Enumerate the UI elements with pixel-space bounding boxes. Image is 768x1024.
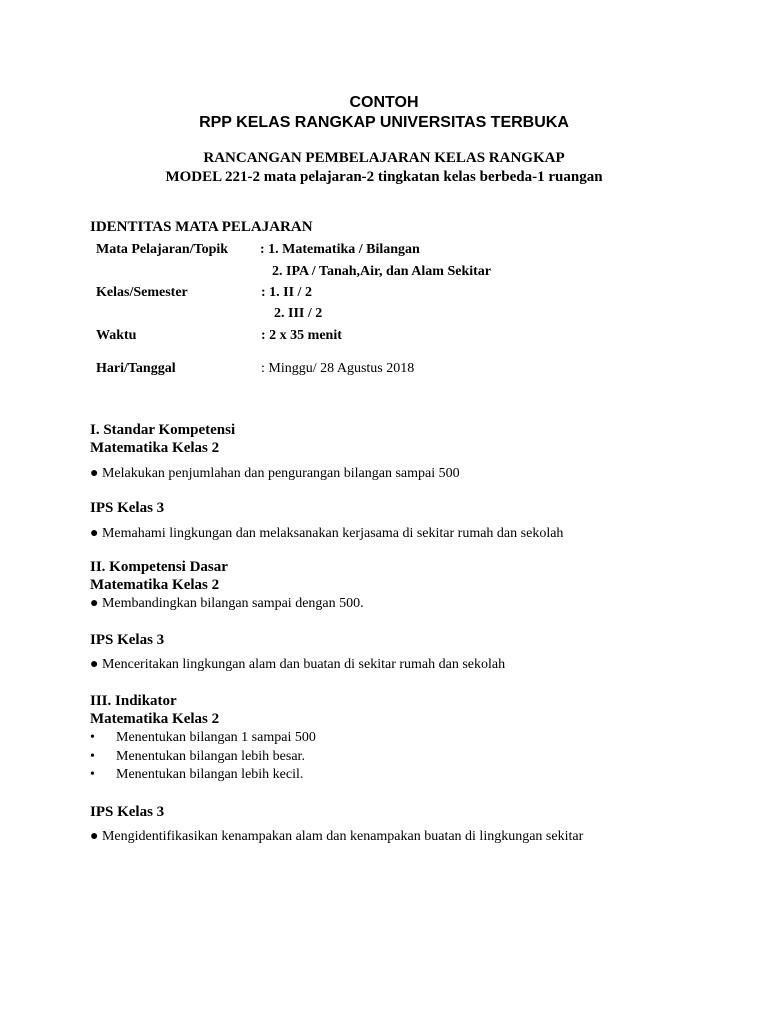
sk-heading: I. Standar Kompetensi	[90, 422, 236, 438]
identity-heading: IDENTITAS MATA PELAJARAN	[90, 219, 313, 235]
list-item-text: Menentukan bilangan lebih kecil.	[116, 767, 304, 782]
bullet-icon: •	[90, 730, 95, 745]
kd-ips-heading: IPS Kelas 3	[90, 632, 165, 648]
kd-ips-item: ● Menceritakan lingkungan alam dan buatan di sekitar rumah dan sekolah	[90, 657, 506, 672]
waktu-value: : 2 x 35 menit	[261, 328, 342, 343]
indikator-heading: III. Indikator	[90, 693, 177, 709]
list-item	[90, 749, 305, 765]
bullet-icon: •	[90, 749, 95, 764]
list-item-text: Menentukan bilangan 1 sampai 500	[116, 730, 316, 745]
indikator-ips-item: ● Mengidentifikasikan kenampakan alam dan kenampakan buatan di lingkungan sekitar	[90, 829, 584, 844]
doc-model: MODEL 221-2 mata pelajaran-2 tingkatan kelas berbeda-1 ruangan	[165, 169, 603, 185]
doc-subtitle: RANCANGAN PEMBELAJARAN KELAS RANGKAP	[203, 150, 565, 166]
kelas-value-1: : 1. II / 2	[261, 285, 312, 300]
mapel-label: Mata Pelajaran/Topik	[96, 242, 229, 257]
sk-ips-heading: IPS Kelas 3	[90, 500, 165, 516]
waktu-label: Waktu	[96, 328, 137, 343]
hari-label: Hari/Tanggal	[96, 361, 176, 376]
bullet-icon: •	[90, 767, 95, 782]
doc-title-main: RPP KELAS RANGKAP UNIVERSITAS TERBUKA	[199, 114, 569, 131]
sk-mat-heading: Matematika Kelas 2	[90, 440, 220, 456]
hari-value: : Minggu/ 28 Agustus 2018	[261, 361, 415, 376]
indikator-ips-heading: IPS Kelas 3	[90, 804, 165, 820]
list-item	[90, 767, 303, 783]
list-item	[90, 730, 316, 746]
kd-mat-heading: Matematika Kelas 2	[90, 577, 220, 593]
list-item-text: Menentukan bilangan lebih besar.	[116, 749, 305, 764]
kd-mat-item: ● Membandingkan bilangan sampai dengan 500.	[90, 596, 364, 611]
sk-mat-item: ● Melakukan penjumlahan dan pengurangan bilangan sampai 500	[90, 466, 460, 481]
kd-heading: II. Kompetensi Dasar	[90, 559, 228, 575]
mapel-value-2: 2. IPA / Tanah,Air, dan Alam Sekitar	[272, 264, 492, 279]
sk-ips-item: ● Memahami lingkungan dan melaksanakan kerjasama di sekitar rumah dan sekolah	[90, 526, 564, 541]
kelas-value-2: 2. III / 2	[274, 306, 323, 321]
kelas-label: Kelas/Semester	[96, 285, 188, 300]
doc-title-contoh: CONTOH	[349, 94, 419, 111]
indikator-mat-heading: Matematika Kelas 2	[90, 711, 220, 727]
mapel-value-1: : 1. Matematika / Bilangan	[260, 242, 420, 257]
